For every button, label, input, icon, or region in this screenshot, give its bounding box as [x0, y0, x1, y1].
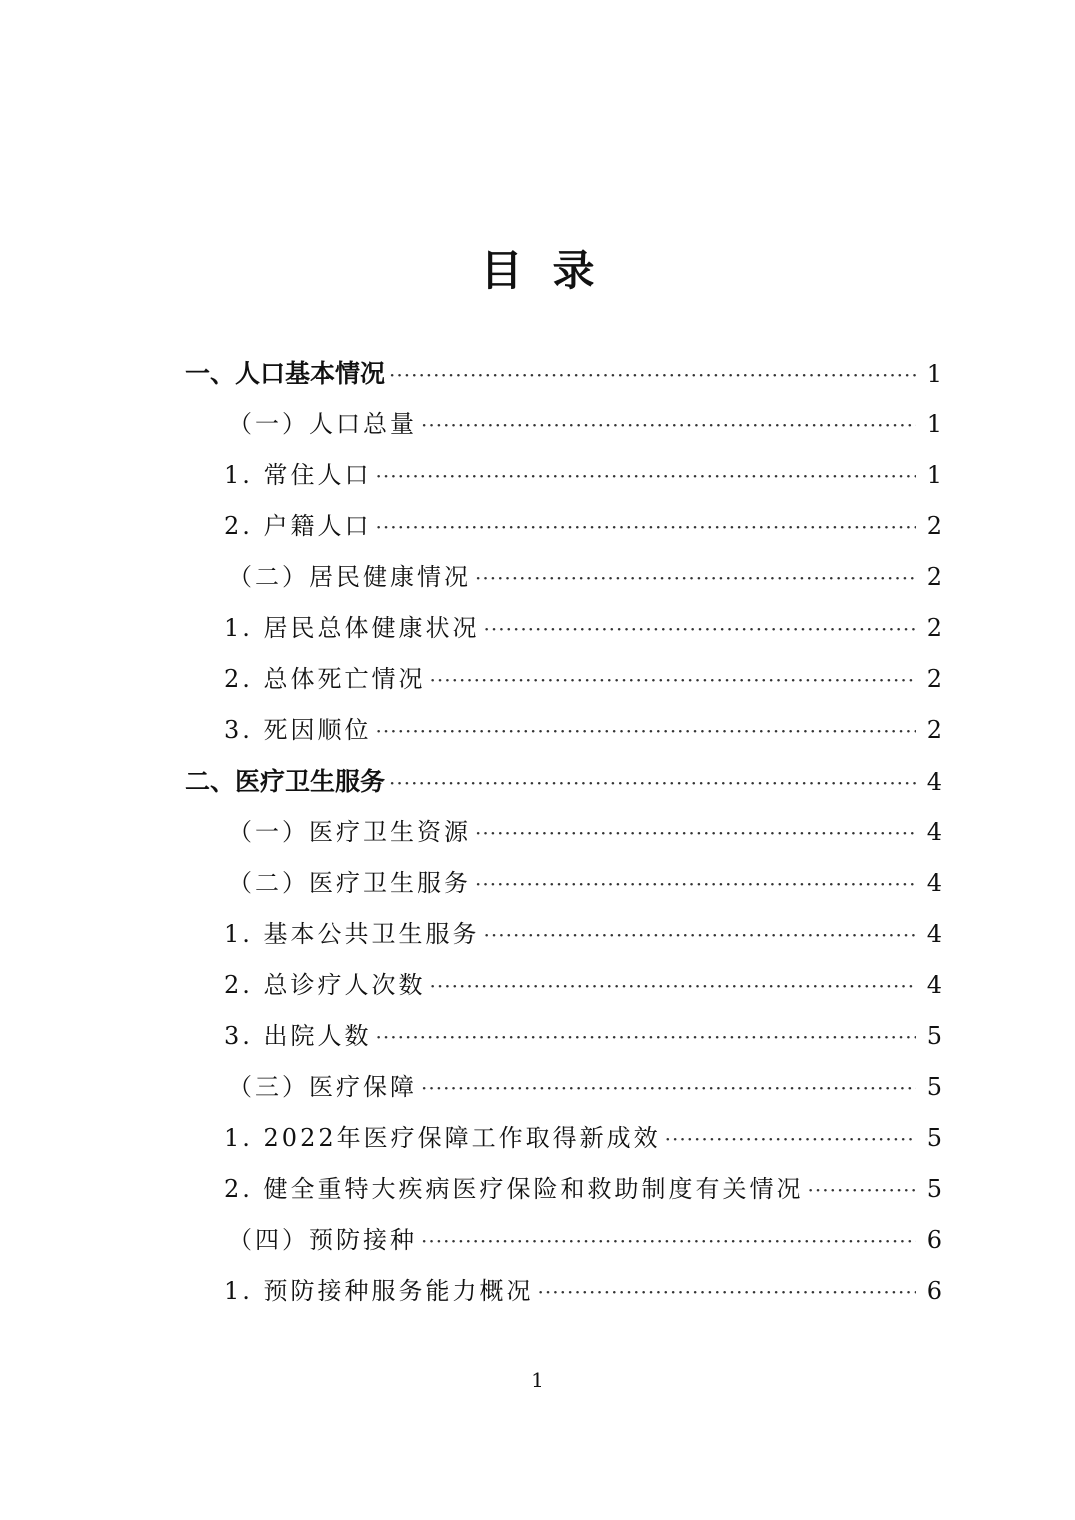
toc-entry-page: 1 [926, 461, 942, 489]
toc-entry-page: 4 [926, 869, 942, 897]
toc-entry-page: 4 [926, 971, 942, 999]
toc-entry-page: 1 [926, 410, 942, 438]
toc-entry[interactable] [0, 603, 1075, 654]
toc-entry-page: 5 [926, 1022, 942, 1050]
toc-entry-label: 3. 死因顺位 [224, 716, 372, 744]
toc-entry[interactable] [0, 756, 1075, 807]
toc-title-char-1: 目 [480, 246, 523, 295]
toc-entry[interactable] [0, 909, 1075, 960]
toc-entry-page: 5 [926, 1073, 942, 1101]
toc-entry-label: （三）医疗保障 [228, 1073, 417, 1101]
toc-entry-label: 1. 居民总体健康状况 [224, 614, 480, 642]
toc-dot-leader [376, 705, 916, 757]
toc-dot-leader [430, 654, 916, 706]
toc-entry[interactable] [0, 552, 1075, 603]
toc-entry-label: （一）医疗卫生资源 [228, 818, 471, 846]
toc-dot-leader [665, 1113, 916, 1165]
toc-entry-page: 1 [926, 360, 942, 388]
toc-entry[interactable] [0, 705, 1075, 756]
toc-entry-label: 2. 总体死亡情况 [224, 665, 426, 693]
toc-dot-leader [421, 399, 916, 451]
toc-entry-label: （一）人口总量 [228, 410, 417, 438]
toc-entry[interactable] [0, 1011, 1075, 1062]
toc-dot-leader [475, 807, 916, 859]
toc-entry[interactable] [0, 807, 1075, 858]
toc-entry[interactable] [0, 399, 1075, 450]
toc-dot-leader [376, 450, 916, 502]
toc-dot-leader [389, 756, 916, 809]
toc-entry-page: 2 [926, 512, 942, 540]
toc-entry[interactable] [0, 1164, 1075, 1215]
toc-entry-label: （二）居民健康情况 [228, 563, 471, 591]
toc-entry[interactable] [0, 1215, 1075, 1266]
toc-entry[interactable] [0, 1062, 1075, 1113]
toc-entry-label: （二）医疗卫生服务 [228, 869, 471, 897]
toc-dot-leader [376, 501, 916, 553]
toc-list [0, 348, 1075, 1317]
toc-entry-label: 3. 出院人数 [224, 1022, 372, 1050]
toc-entry[interactable] [0, 450, 1075, 501]
toc-entry-page: 4 [926, 920, 942, 948]
toc-entry-label: 1. 预防接种服务能力概况 [224, 1277, 534, 1305]
toc-entry-label: 2. 户籍人口 [224, 512, 372, 540]
toc-entry-label: 二、医疗卫生服务 [185, 767, 386, 796]
toc-entry[interactable] [0, 654, 1075, 705]
toc-dot-leader [538, 1266, 916, 1318]
toc-entry-page: 6 [926, 1226, 942, 1254]
toc-title [0, 238, 1075, 298]
toc-dot-leader [389, 348, 916, 401]
toc-title-char-2: 录 [552, 246, 595, 295]
toc-entry-label: 一、人口基本情况 [185, 359, 386, 388]
toc-entry[interactable] [0, 858, 1075, 909]
toc-entry-label: （四）预防接种 [228, 1226, 417, 1254]
toc-entry-page: 2 [926, 614, 942, 642]
toc-entry-page: 5 [926, 1124, 942, 1152]
toc-entry-page: 2 [926, 716, 942, 744]
toc-dot-leader [484, 603, 916, 655]
toc-entry[interactable] [0, 1113, 1075, 1164]
toc-entry[interactable] [0, 960, 1075, 1011]
toc-dot-leader [484, 909, 916, 961]
toc-entry-label: 2. 总诊疗人次数 [224, 971, 426, 999]
toc-entry-page: 2 [926, 665, 942, 693]
toc-dot-leader [376, 1011, 916, 1063]
toc-dot-leader [421, 1215, 916, 1267]
toc-entry[interactable] [0, 501, 1075, 552]
toc-dot-leader [430, 960, 916, 1012]
toc-entry-label: 1. 基本公共卫生服务 [224, 920, 480, 948]
toc-dot-leader [475, 552, 916, 604]
page-number: 1 [531, 1368, 544, 1392]
toc-entry[interactable] [0, 1266, 1075, 1317]
toc-entry-label: 2. 健全重特大疾病医疗保险和救助制度有关情况 [224, 1175, 804, 1203]
toc-dot-leader [421, 1062, 916, 1114]
toc-entry-page: 5 [926, 1175, 942, 1203]
toc-entry[interactable] [0, 348, 1075, 399]
toc-dot-leader [808, 1164, 916, 1216]
toc-entry-page: 4 [926, 768, 942, 796]
toc-entry-label: 1. 常住人口 [224, 461, 372, 489]
toc-entry-page: 2 [926, 563, 942, 591]
toc-entry-page: 6 [926, 1277, 942, 1305]
toc-entry-page: 4 [926, 818, 942, 846]
toc-dot-leader [475, 858, 916, 910]
toc-entry-label: 1. 2022年医疗保障工作取得新成效 [224, 1124, 661, 1152]
